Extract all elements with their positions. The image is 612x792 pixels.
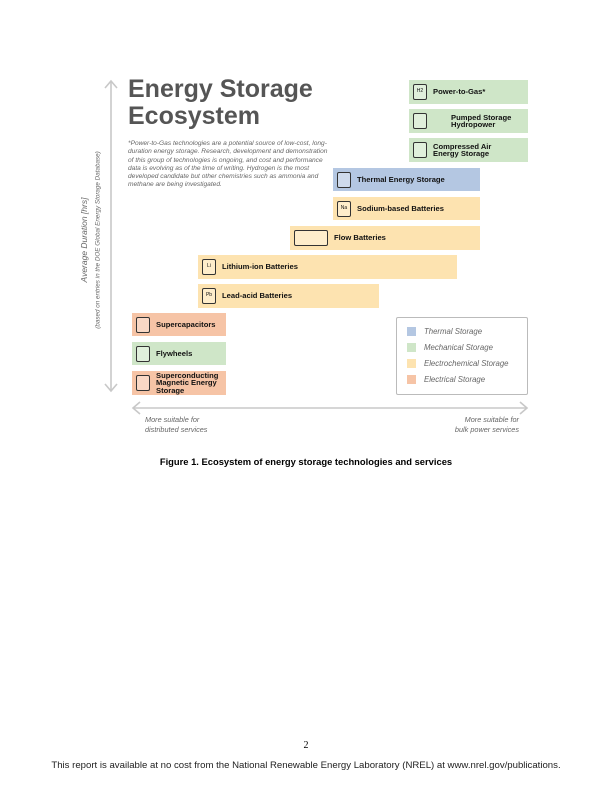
technology-bar	[333, 197, 480, 220]
technology-label: Compressed Air Energy Storage	[433, 141, 492, 158]
technology-bar	[132, 342, 226, 365]
technology-label: Supercapacitors	[156, 319, 216, 329]
page-number: 2	[303, 740, 309, 751]
technology-bar	[198, 284, 379, 308]
technology-icon: Li	[202, 259, 216, 275]
x-right-line-1: More suitable for	[464, 415, 519, 424]
technology-bar	[132, 371, 226, 395]
legend-swatch	[407, 327, 416, 336]
legend-swatch	[407, 375, 416, 384]
technology-icon	[136, 375, 150, 391]
title-line-1: Energy Storage	[128, 75, 313, 103]
legend-item-electrical	[407, 375, 485, 384]
technology-icon	[136, 317, 150, 333]
technology-bar	[409, 109, 528, 133]
technology-bar	[132, 313, 226, 336]
technology-icon	[337, 172, 351, 188]
technology-label: Flywheels	[156, 348, 193, 358]
x-right-line-2: bulk power services	[454, 425, 519, 434]
legend-label: Electrochemical Storage	[424, 359, 509, 368]
legend-swatch	[407, 343, 416, 352]
technology-bar	[290, 226, 480, 250]
technology-icon: Na	[337, 201, 351, 217]
technology-icon	[294, 230, 328, 246]
technology-icon	[413, 142, 427, 158]
title-line-2: Ecosystem	[128, 102, 261, 130]
technology-bar	[409, 80, 528, 104]
technology-label: Sodium-based Batteries	[357, 203, 444, 213]
technology-bar	[409, 138, 528, 162]
technology-label: Thermal Energy Storage	[357, 174, 445, 184]
figure-caption: Figure 1. Ecosystem of energy storage technologies and services	[159, 456, 453, 467]
technology-bar	[198, 255, 457, 279]
technology-label: Flow Batteries	[334, 233, 386, 243]
legend-swatch	[407, 359, 416, 368]
power-to-gas-note: *Power-to-Gas technologies are a potential source of low-cost, long-duration energy storage. Research, development and demonstration of this group of technologies is ongoing, and cost and performance data is evolving as of the time of writing. Hydrogen is the most developed candidate but other chemistries such as ammonia and methane are being investigated.	[128, 140, 328, 189]
technology-icon: Pb	[202, 288, 216, 304]
legend	[396, 317, 528, 395]
legend-label: Mechanical Storage	[424, 343, 493, 352]
x-left-line-2: distributed services	[145, 425, 208, 434]
legend-item-electrochemical	[407, 359, 509, 368]
technology-icon	[413, 113, 427, 129]
technology-bar	[333, 168, 480, 191]
technology-icon	[136, 346, 150, 362]
x-left-line-1: More suitable for	[145, 415, 200, 424]
technology-label: Lead-acid Batteries	[222, 291, 293, 301]
technology-label: Superconducting Magnetic Energy Storage	[156, 370, 219, 395]
x-right-label	[455, 415, 519, 435]
y-axis-title: Average Duration [hrs]	[79, 197, 89, 283]
technology-label: Power-to-Gas*	[433, 87, 486, 97]
technology-label: Pumped Storage Hydropower	[451, 112, 512, 129]
technology-label: Lithium-ion Batteries	[222, 262, 298, 272]
x-left-label	[145, 415, 207, 435]
y-axis-subtitle: (based on entries in the DOE Global Energy Storage Database)	[94, 151, 102, 329]
legend-label: Electrical Storage	[424, 375, 486, 384]
legend-item-mechanical	[407, 343, 493, 352]
footer-text: This report is available at no cost from the National Renewable Energy Laboratory (NREL) at www.nrel.gov/publications.	[51, 760, 561, 771]
legend-item-thermal	[407, 327, 482, 336]
legend-label: Thermal Storage	[424, 327, 483, 336]
technology-icon: H2	[413, 84, 427, 100]
